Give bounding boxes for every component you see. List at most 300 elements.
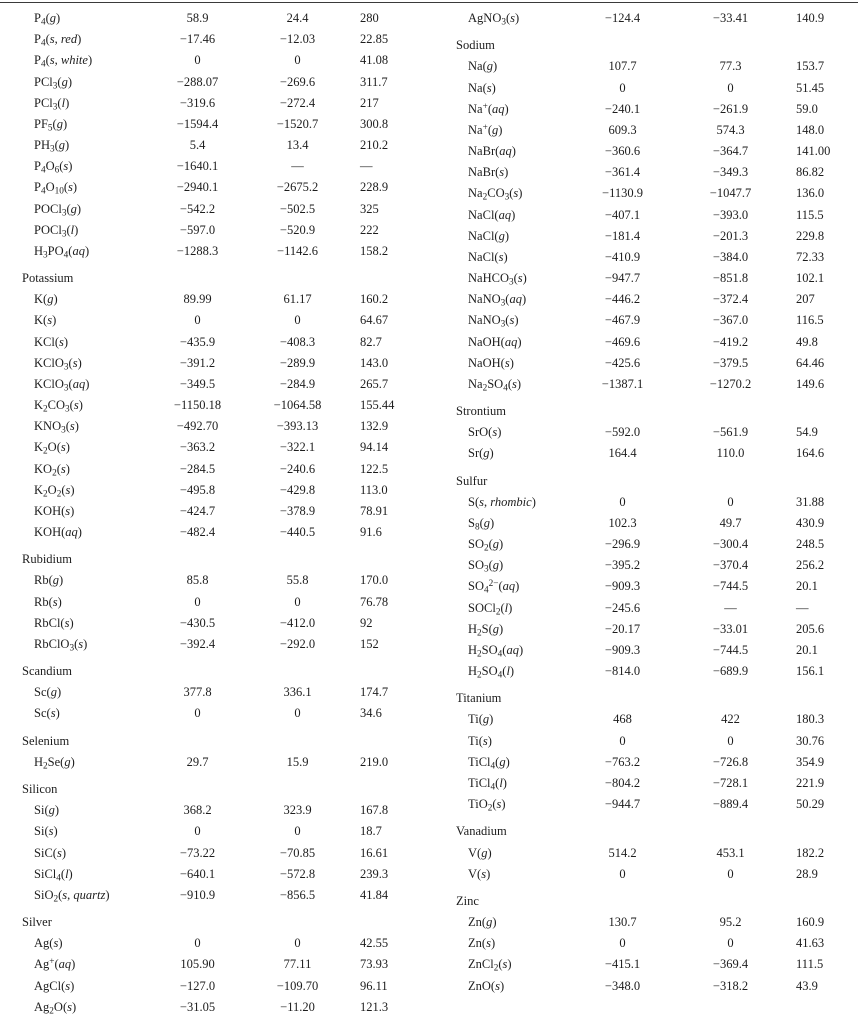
value-gibbs: −502.5 [279,201,316,216]
value-enthalpy: −424.7 [179,503,216,518]
value-enthalpy: 0 [194,53,201,68]
value-gibbs: 0 [727,866,734,881]
species-formula: $K_2O_2(s)$ [34,482,75,500]
value-enthalpy: −467.9 [604,313,641,328]
value-entropy: 16.61 [360,845,389,860]
table-row [0,50,430,71]
value-entropy: 167.8 [360,803,389,818]
value-enthalpy: −392.4 [179,636,216,651]
value-gibbs: 0 [294,936,301,951]
species-formula: $Na_2CO_3(s)$ [468,186,523,203]
value-enthalpy: −349.5 [179,376,216,391]
value-entropy: 210.2 [360,138,389,152]
table-row [430,555,858,576]
value-gibbs: −520.9 [279,222,316,237]
section-heading-label: Sulfur [456,473,488,488]
value-entropy: 158.2 [360,243,389,258]
table-row [430,289,858,310]
value-enthalpy: −1594.4 [176,116,219,131]
value-enthalpy: 89.99 [183,292,212,307]
value-gibbs: 574.3 [716,122,745,137]
table-row [0,416,430,437]
value-enthalpy: 130.7 [608,915,637,929]
table-row [430,332,858,353]
value-entropy: 325 [360,201,379,216]
table-row [0,800,430,821]
value-entropy: 64.67 [360,313,389,328]
species-formula: NaOH(aq) [468,334,522,349]
value-entropy: 153.7 [796,59,825,74]
value-entropy: 78.91 [360,503,389,518]
species-formula: $H_2Se(g)$ [34,754,75,772]
table-row [430,141,858,162]
value-gibbs: −378.9 [279,503,316,518]
value-entropy: 72.33 [796,249,825,264]
value-enthalpy: −1130.9 [602,186,643,201]
value-enthalpy: 107.7 [608,59,637,74]
table-row [430,534,858,555]
value-enthalpy: −319.6 [179,95,216,110]
value-gibbs: 0 [294,313,301,328]
table-row [0,933,430,954]
species-formula: TiCl$_4$(l) [468,775,507,793]
value-enthalpy: 0 [619,733,626,748]
table-row [430,353,858,374]
value-gibbs: −33.41 [712,11,749,25]
value-gibbs: 77.3 [719,59,742,74]
value-entropy: 121.3 [360,999,389,1014]
table-row [430,205,858,226]
table-row [0,682,430,703]
value-gibbs: −889.4 [712,797,749,812]
species-formula: Ag(s) [34,936,63,951]
value-gibbs: −1064.58 [273,398,322,413]
value-gibbs: — [724,600,737,615]
value-entropy: 300.8 [360,116,389,131]
value-gibbs: −1520.7 [276,116,319,131]
species-formula: $H_3PO_4(aq)$ [34,243,90,261]
value-gibbs: −12.03 [279,32,316,47]
value-gibbs: −429.8 [279,482,316,497]
value-gibbs: −1142.6 [277,243,318,258]
value-gibbs: 49.7 [719,515,742,530]
table-row [430,99,858,120]
species-formula: Si(g) [34,803,60,818]
value-entropy: 51.45 [796,80,825,95]
value-gibbs: −33.01 [712,621,749,636]
value-entropy: 248.5 [796,537,825,552]
table-row [430,226,858,247]
species-formula: TiO$_2$(s) [468,797,506,814]
species-formula: RbClO$_3$(s) [34,636,88,654]
value-entropy: 96.11 [360,978,388,993]
value-gibbs: −2675.2 [276,180,319,195]
value-enthalpy: −124.4 [604,11,641,25]
species-formula: Rb(g) [34,573,64,588]
species-formula: Na(s) [468,80,496,95]
table-row [430,933,858,954]
value-gibbs: 0 [294,53,301,68]
table-row [430,731,858,752]
value-entropy: 140.9 [796,11,825,25]
table-row [0,310,430,331]
value-gibbs: 55.8 [286,573,309,588]
value-enthalpy: −592.0 [604,425,641,440]
value-entropy: 116.5 [796,313,824,328]
value-gibbs: −369.4 [712,957,749,972]
species-formula: Si(s) [34,824,58,839]
table-row [430,247,858,268]
table-row [0,864,430,885]
species-formula: Ti(s) [468,733,492,748]
value-enthalpy: −181.4 [604,228,641,243]
value-gibbs: 453.1 [716,845,745,860]
value-entropy: 256.2 [796,558,825,573]
value-gibbs: −689.9 [712,664,749,679]
value-entropy: 311.7 [360,74,388,89]
species-formula: $PH_3(g)$ [34,138,70,155]
species-formula: V(g) [468,845,492,860]
value-enthalpy: −20.17 [604,621,641,636]
value-enthalpy: 0 [619,936,626,951]
value-entropy: 155.44 [360,398,395,413]
value-gibbs: −561.9 [712,425,749,440]
table-row [0,135,430,156]
value-gibbs: −318.2 [712,978,749,993]
species-formula: KClO$_3$(s) [34,355,82,373]
species-formula: Zn(g) [468,915,497,929]
value-entropy: 115.5 [796,207,824,222]
species-formula: NaHCO$_3$(s) [468,271,527,288]
table-row [0,613,430,634]
species-formula: KCl(s) [34,334,69,349]
species-formula: RbCl(s) [34,615,74,630]
value-gibbs: 422 [721,712,740,727]
table-row [0,156,430,177]
table-row [430,374,858,395]
value-entropy: 42.55 [360,936,389,951]
section-heading-label: Potassium [22,271,74,285]
section-heading-label: Vanadium [456,824,507,839]
table-row [0,332,430,353]
value-gibbs: −851.8 [712,271,749,285]
value-entropy: 156.1 [796,664,825,679]
value-entropy: 43.9 [796,978,818,993]
value-enthalpy: 0 [194,936,201,951]
value-enthalpy: −430.5 [179,615,216,630]
value-enthalpy: −804.2 [604,775,641,790]
table-row [0,220,430,241]
value-enthalpy: 0 [619,866,626,881]
table-row [430,422,858,443]
value-entropy: 136.0 [796,186,825,201]
value-enthalpy: −495.8 [179,482,216,497]
value-entropy: 54.9 [796,425,818,440]
value-gibbs: 61.17 [283,292,312,307]
value-entropy: 82.7 [360,334,382,349]
value-gibbs: −322.1 [279,440,316,455]
table-row [0,29,430,50]
table-row [0,199,430,220]
species-formula: NaNO$_3$(s) [468,313,519,330]
value-gibbs: 0 [727,494,734,509]
value-gibbs: −393.0 [712,207,749,222]
value-enthalpy: −944.7 [604,797,641,812]
table-row [0,480,430,501]
value-enthalpy: −482.4 [179,525,216,540]
value-enthalpy: −31.05 [179,999,216,1014]
value-entropy: 102.1 [796,271,825,285]
species-formula: Zn(s) [468,936,496,951]
value-gibbs: 110.0 [716,446,745,461]
value-entropy: 221.9 [796,775,825,790]
value-entropy: 73.93 [360,957,389,972]
value-entropy: 228.9 [360,180,389,195]
value-gibbs: −240.6 [279,461,316,476]
value-gibbs: 77.11 [283,957,312,972]
value-entropy: 148.0 [796,122,825,137]
section-heading-label: Zinc [456,893,479,908]
section-heading-label: Titanium [456,691,502,706]
table-row [0,93,430,114]
species-formula: $PF_5(g)$ [34,116,68,134]
table-row [0,752,430,773]
species-formula: SiCl$_4$(l) [34,866,73,884]
value-enthalpy: −947.7 [604,271,641,285]
value-enthalpy: −1288.3 [176,243,219,258]
table-row [0,634,430,655]
value-entropy: 50.29 [796,797,825,812]
value-enthalpy: −469.6 [604,334,641,349]
table-row [0,570,430,591]
value-gibbs: −572.8 [279,866,316,881]
table-row [0,522,430,543]
table-row [0,997,430,1018]
table-row [430,183,858,204]
value-gibbs: 0 [294,824,301,839]
value-enthalpy: −395.2 [604,558,641,573]
species-formula: $SO_4^{2-}(aq)$ [468,579,520,596]
table-row [430,640,858,661]
species-formula: NaOH(s) [468,355,514,370]
value-enthalpy: −284.5 [179,461,216,476]
value-enthalpy: 164.4 [608,446,637,461]
value-entropy: 280 [360,11,379,25]
table-row [430,120,858,141]
species-formula: NaCl(s) [468,249,508,264]
value-enthalpy: −363.2 [179,440,216,455]
value-entropy: 152 [360,636,379,651]
section-heading-label: Silicon [22,781,58,796]
table-row [430,773,858,794]
table-row [430,598,858,619]
species-formula: Ti(g) [468,712,494,727]
value-entropy: — [360,159,373,174]
value-enthalpy: −909.3 [604,642,641,657]
value-entropy: 170.0 [360,573,389,588]
value-enthalpy: −435.9 [179,334,216,349]
value-enthalpy: −360.6 [604,144,641,158]
value-enthalpy: −1640.1 [176,159,219,174]
value-enthalpy: −245.6 [604,600,641,615]
value-gibbs: −261.9 [712,101,749,116]
section-heading-label: Sodium [456,38,495,53]
species-formula: $P_4(g)$ [34,11,61,28]
value-gibbs: 13.4 [286,138,309,152]
species-formula: K(s) [34,313,57,328]
value-entropy: 207 [796,292,815,307]
table-row [430,56,858,77]
value-enthalpy: −391.2 [179,355,216,370]
table-row [430,752,858,773]
value-gibbs: −284.9 [279,376,316,391]
value-enthalpy: 5.4 [189,138,206,152]
value-gibbs: −201.3 [712,228,749,243]
species-formula: $H_2SO_4(aq)$ [468,642,524,660]
value-gibbs: −300.4 [712,537,749,552]
species-formula: $K_2O(s)$ [34,440,70,457]
table-row [430,912,858,933]
value-enthalpy: −288.07 [176,74,219,89]
value-entropy: 217 [360,95,379,110]
value-enthalpy: −361.4 [604,165,641,180]
value-enthalpy: 0 [194,706,201,721]
table-row [0,374,430,395]
value-enthalpy: −446.2 [604,292,641,307]
value-entropy: 31.88 [796,494,825,509]
species-formula: Sc(g) [34,685,62,700]
table-row [430,78,858,99]
value-gibbs: — [291,159,304,174]
value-enthalpy: −348.0 [604,978,641,993]
value-enthalpy: 29.7 [186,754,209,769]
value-gibbs: 15.9 [286,754,309,769]
value-gibbs: −367.0 [712,313,749,328]
value-enthalpy: 609.3 [608,122,637,137]
table-row [430,492,858,513]
value-entropy: 239.3 [360,866,389,881]
species-formula: Rb(s) [34,594,62,609]
species-formula: ZnO(s) [468,978,505,993]
species-formula: SOCl$_2$(l) [468,600,513,618]
value-entropy: 182.2 [796,845,825,860]
section-heading-label: Rubidium [22,552,73,567]
species-formula: SiC(s) [34,845,66,860]
table-row [0,459,430,480]
table-row [0,843,430,864]
value-entropy: 91.6 [360,525,382,540]
value-gibbs: 0 [727,80,734,95]
value-gibbs: −384.0 [712,249,749,264]
table-row [430,443,858,464]
table-row [430,576,858,597]
value-enthalpy: −425.6 [604,355,641,370]
species-formula: $P_4O_{10}(s)$ [34,180,78,197]
value-enthalpy: 0 [194,313,201,328]
value-entropy: 34.6 [360,706,382,721]
value-gibbs: −856.5 [279,887,316,902]
value-entropy: 64.46 [796,355,825,370]
value-entropy: 132.9 [360,419,389,434]
section-heading-label: Strontium [456,404,507,419]
value-enthalpy: 0 [619,80,626,95]
value-enthalpy: 102.3 [608,515,637,530]
value-entropy: 205.6 [796,621,825,636]
value-entropy: 143.0 [360,355,389,370]
value-gibbs: 0 [727,936,734,951]
value-entropy: 22.85 [360,32,389,47]
value-entropy: 222 [360,222,379,237]
value-gibbs: 323.9 [283,803,312,818]
value-gibbs: −272.4 [279,95,316,110]
table-row [0,72,430,93]
value-entropy: 76.78 [360,594,389,609]
value-entropy: 149.6 [796,376,825,391]
value-enthalpy: 468 [613,712,632,727]
species-formula: $K_2CO_3(s)$ [34,398,83,415]
table-row [430,843,858,864]
species-formula: TiCl$_4$(g) [468,754,510,772]
table-row [0,289,430,310]
value-gibbs: −370.4 [712,558,749,573]
table-row [0,353,430,374]
value-enthalpy: −910.9 [179,887,216,902]
table-row [0,821,430,842]
species-formula: AgCl(s) [34,978,75,993]
table-row [430,954,858,975]
section-heading-label: Silver [22,915,52,929]
species-formula: $P_4(s$, white) [34,53,93,70]
value-enthalpy: −1150.18 [173,398,222,413]
table-row [430,976,858,997]
section-heading-label: Selenium [22,733,70,748]
value-gibbs: 0 [727,733,734,748]
value-gibbs: −1270.2 [709,376,752,391]
table-row [0,954,430,975]
species-formula: POCl$_3$(l) [34,222,79,240]
value-gibbs: −744.5 [712,579,749,594]
value-enthalpy: −909.3 [604,579,641,594]
table-row [0,501,430,522]
value-entropy: 219.0 [360,754,389,769]
species-formula: PCl$_3$(l) [34,95,70,113]
value-enthalpy: 105.90 [180,957,215,972]
value-gibbs: 24.4 [286,11,309,25]
species-formula: POCl$_3$(g) [34,201,82,219]
value-gibbs: −292.0 [279,636,316,651]
table-row [430,661,858,682]
value-entropy: 430.9 [796,515,825,530]
value-enthalpy: −492.70 [176,419,219,434]
value-entropy: 49.8 [796,334,818,349]
table-row [0,703,430,724]
species-formula: Na+(g) [468,122,503,137]
species-formula: Sr(g) [468,446,494,461]
value-enthalpy: 85.8 [186,573,209,588]
species-formula: $KNO_3(s)$ [34,419,79,436]
species-formula: $Na_2SO_4(s)$ [468,376,522,394]
value-gibbs: −419.2 [712,334,749,349]
value-enthalpy: −640.1 [179,866,216,881]
value-gibbs: −744.5 [712,642,749,657]
species-formula: S(s, rhombic) [468,494,536,509]
value-enthalpy: 377.8 [183,685,212,700]
value-gibbs: −408.3 [279,334,316,349]
species-formula: Na+(aq) [468,101,509,116]
value-entropy: 20.1 [796,579,818,594]
value-entropy: — [796,600,809,615]
value-enthalpy: 0 [194,824,201,839]
